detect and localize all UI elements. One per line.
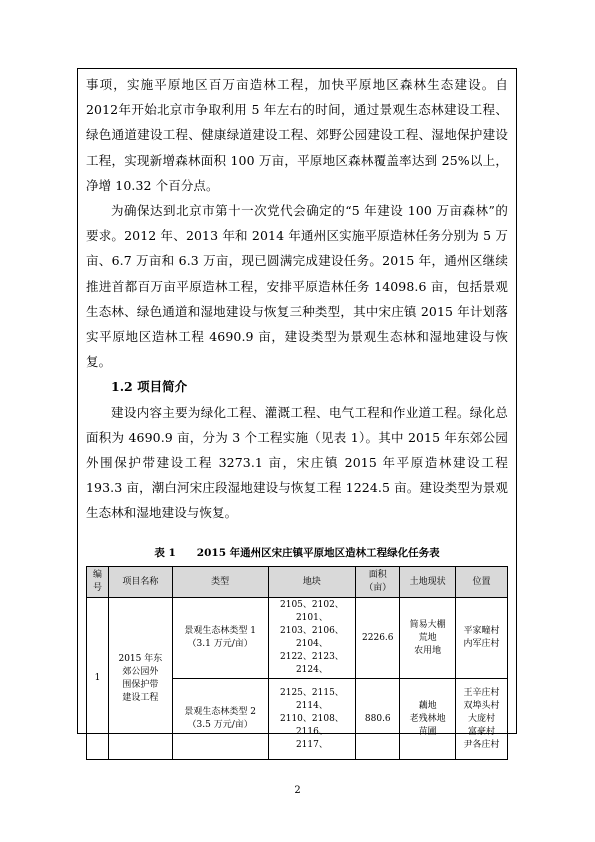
cell-type: 景观生态林类型 2 （3.5 万元/亩）	[172, 679, 268, 760]
cell-land: 藕地 老残林地 苗圃	[400, 679, 456, 760]
header-land: 土地现状	[400, 567, 456, 598]
cell-plot: 2105、2102、2101、 2103、2106、2104、 2122、2123、2124、	[268, 598, 356, 679]
cell-name: 2015 年东 郊公园外 围保护带 建设工程	[108, 598, 172, 760]
page-number: 2	[294, 785, 301, 796]
header-num: 编 号	[87, 567, 109, 598]
body-text	[86, 72, 508, 526]
table-caption: 表 1 2015 年通州区宋庄镇平原地区造林工程绿化任务表	[154, 547, 440, 559]
header-loc: 位置	[456, 567, 508, 598]
paragraph-1: 事项，实施平原地区百万亩造林工程，加快平原地区森林生态建设。自2012年开始北京市争取利用 5 年左右的时间，通过景观生态林建设工程、绿色通道建设工程、健康绿道建设工程、郊野公园建设工程、湿地保护建设工程，实现新增森林面积 100 万亩，平原地区森林覆盖率达到 25%以上，净增 10.32 个百分点。	[86, 77, 508, 193]
header-area: 面积 （亩）	[356, 567, 400, 598]
cell-plot: 2125、2115、2114、 2110、2108、2116、 2117、	[268, 679, 356, 760]
cell-land: 简易大棚 荒地 农用地	[400, 598, 456, 679]
paragraph-2: 为确保达到北京市第十一次党代会确定的“5 年建设 100 万亩森林”的要求。2012 年、2013 年和 2014 年通州区实施平原造林任务分别为 5 万亩、6.7 万亩和 6.3 万亩，现已圆满完成建设任务。2015 年，通州区继续推进首都百万亩平原造林工程，安排平原造林任务 14098.6 亩，包括景观生态林、绿色通道和湿地建设与恢复三种类型，其中宋庄镇 2015 年计划落实平原地区造林工程 4690.9 亩，建设类型为景观生态林和湿地建设与恢复。	[86, 203, 508, 370]
table-row	[87, 598, 508, 679]
cell-num: 1	[87, 598, 109, 760]
cell-type: 景观生态林类型 1 （3.1 万元/亩）	[172, 598, 268, 679]
cell-area: 2226.6	[356, 598, 400, 679]
paragraph-3: 建设内容主要为绿化工程、灌溉工程、电气工程和作业道工程。绿化总面积为 4690.9 亩，分为 3 个工程实施（见表 1）。其中 2015 年东郊公园外围保护带建设工程 3273.1 亩，宋庄镇 2015 年平原造林建设工程 193.3 亩，潮白河宋庄段湿地建设与恢复工程 1224.5 亩。建设类型为景观生态林和湿地建设与恢复。	[86, 404, 508, 521]
cell-area: 880.6	[356, 679, 400, 760]
table-header-row	[87, 567, 508, 598]
header-type: 类型	[172, 567, 268, 598]
cell-loc: 王辛庄村 双埠头村 大庞村 富豪村 尹各庄村	[456, 679, 508, 760]
task-table	[86, 566, 508, 760]
cell-loc: 平家疃村 内军庄村	[456, 598, 508, 679]
header-name: 项目名称	[108, 567, 172, 598]
section-heading: 1.2 项目简介	[111, 379, 188, 395]
header-plot: 地块	[268, 567, 356, 598]
